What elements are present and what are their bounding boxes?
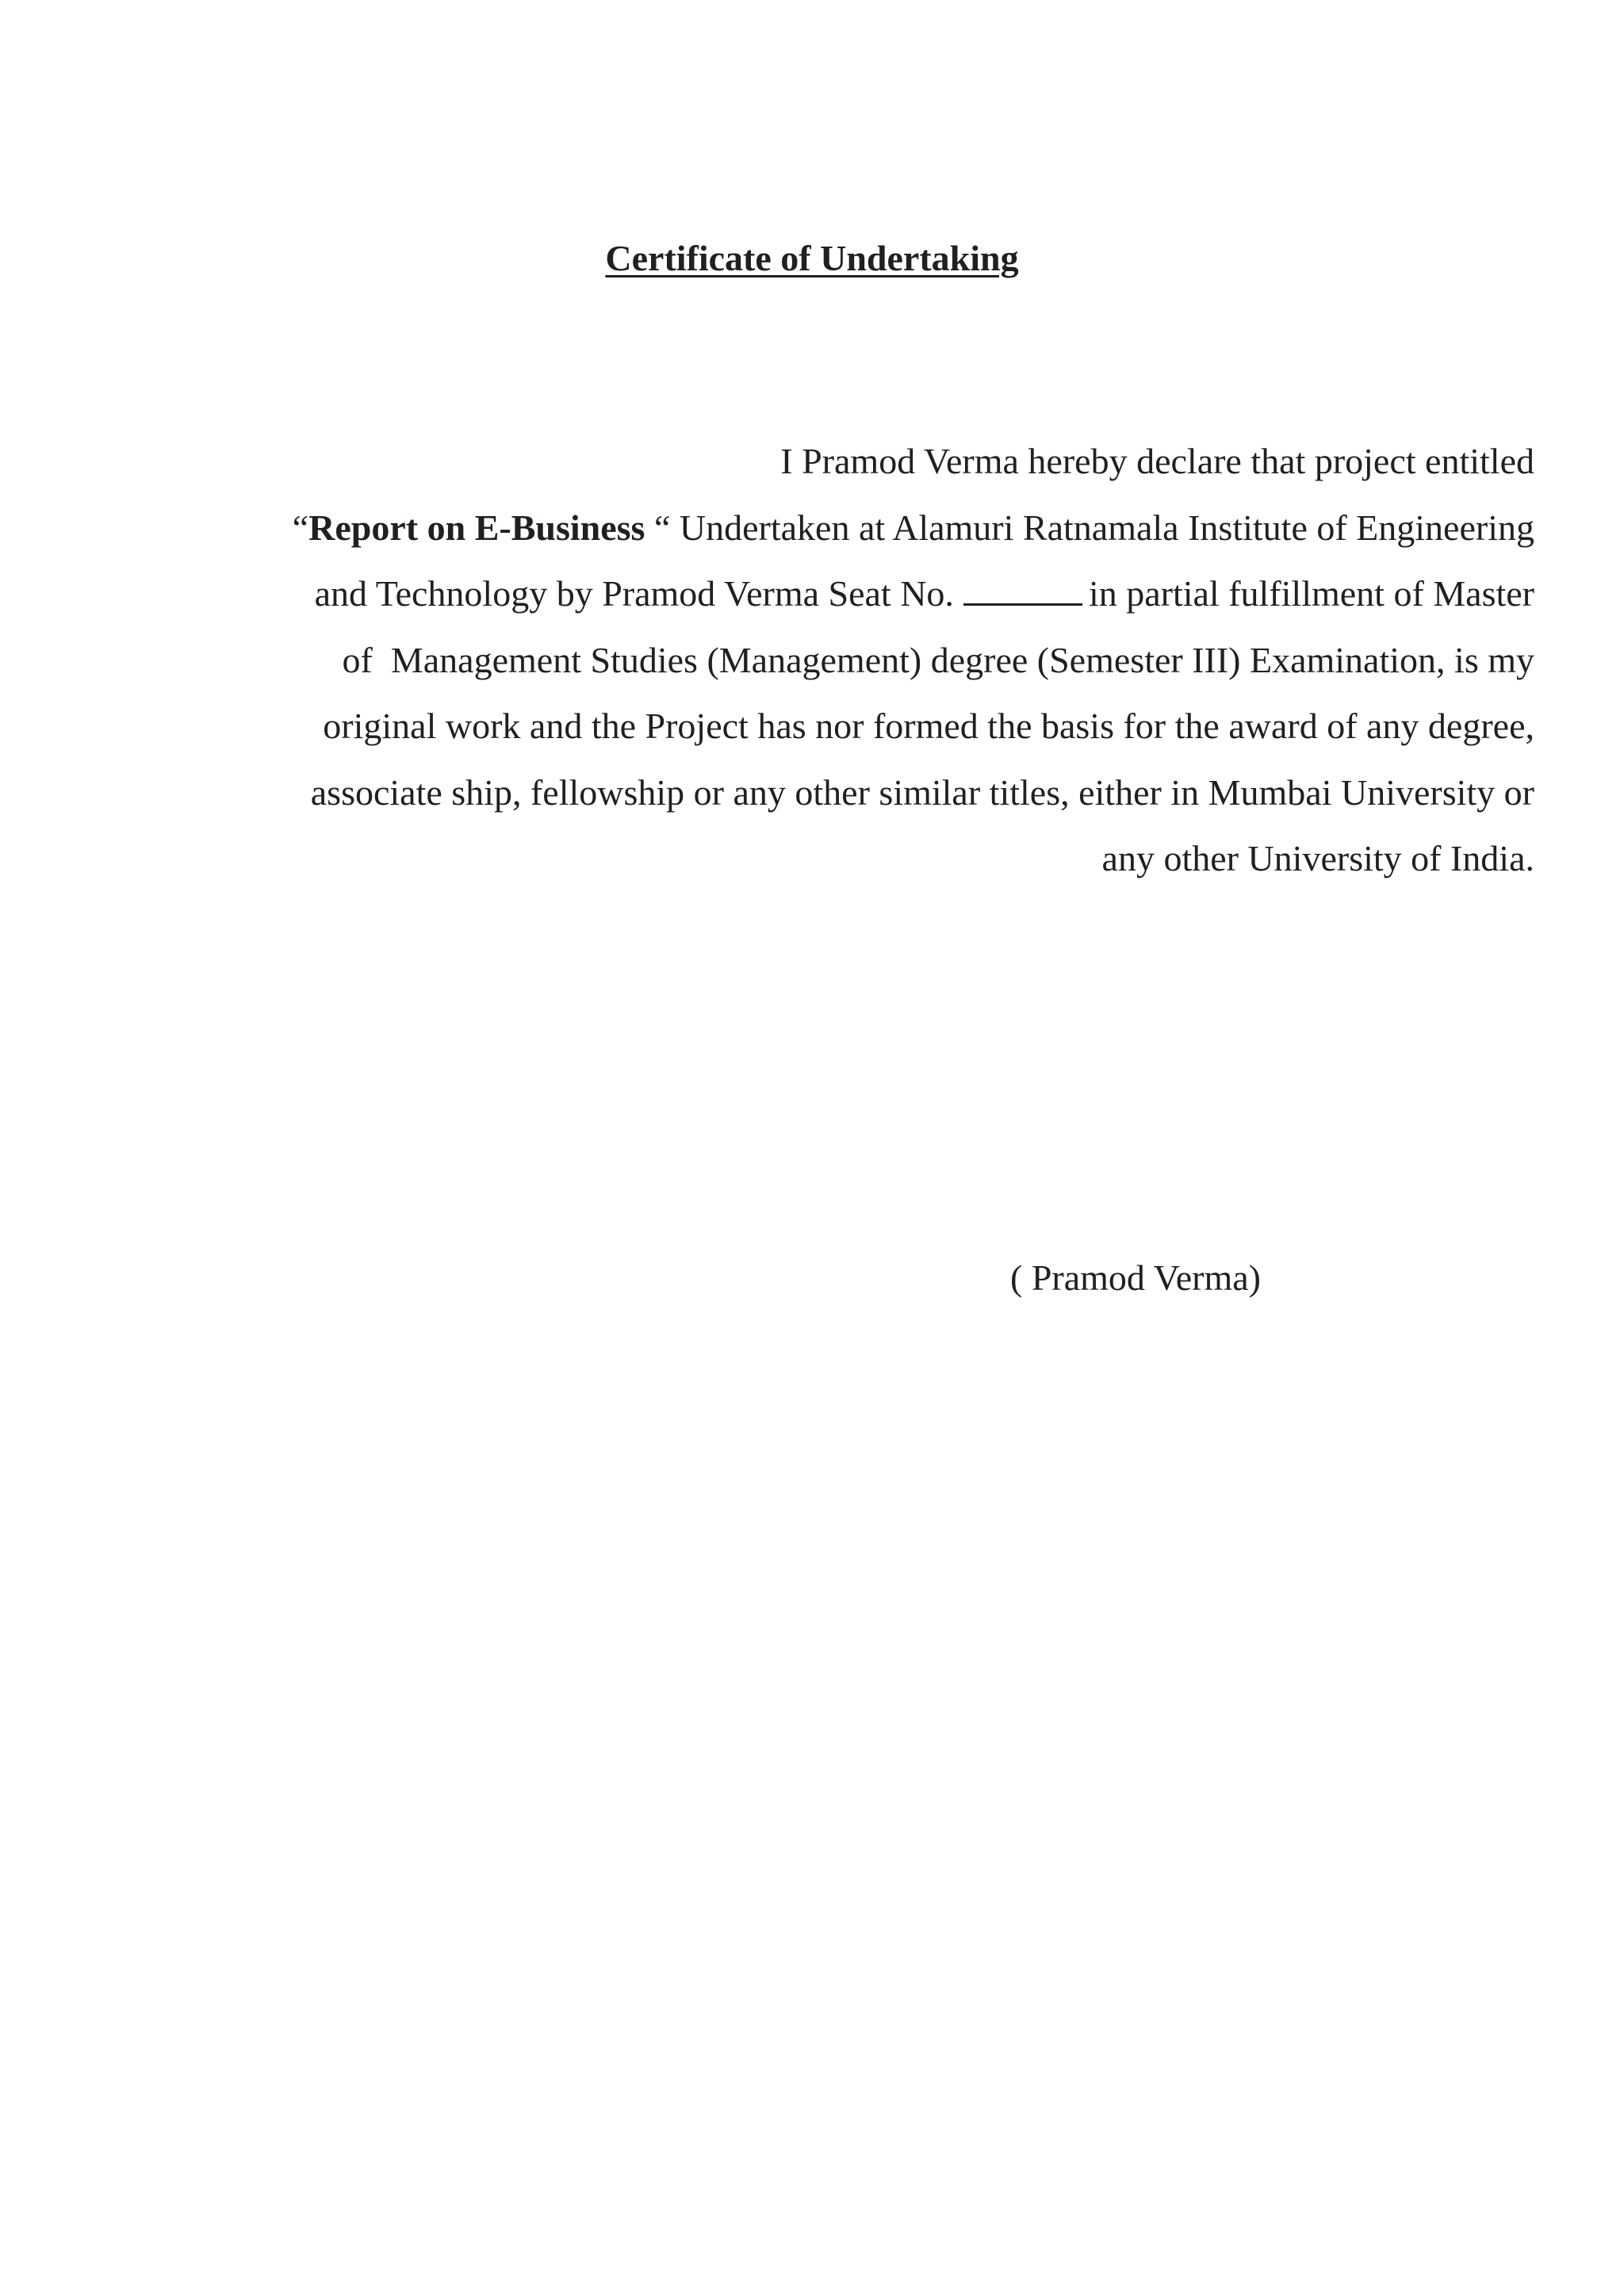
declaration-line-3 xyxy=(0,561,1534,627)
declaration-line-3-text-end: in partial fulfillment of Master xyxy=(1088,573,1534,614)
project-title: Report on E-Business xyxy=(308,507,645,548)
declaration-line-7 xyxy=(0,825,1534,892)
seat-number-blank xyxy=(963,575,1082,606)
declaration-line-2 xyxy=(0,495,1534,561)
declaration-paragraph xyxy=(0,428,1534,892)
signature-name: ( Pramod Verma) xyxy=(1010,1257,1261,1298)
declaration-line-1 xyxy=(0,428,1534,495)
declaration-line-6 xyxy=(0,760,1534,826)
declaration-line-4-text: of Management Studies (Management) degree (Semester III) Examination, is my xyxy=(342,639,1534,680)
declaration-line-4 xyxy=(0,627,1534,694)
declaration-line-5-text: original work and the Project has nor formed the basis for the award of any degree, xyxy=(323,706,1534,746)
page-title: Certificate of Undertaking xyxy=(605,238,1019,278)
declaration-line-3-text: and Technology by Pramod Verma Seat No. xyxy=(314,573,954,614)
open-quote: “ xyxy=(292,507,309,548)
declaration-line-6-text: associate ship, fellowship or any other similar titles, either in Mumbai University or xyxy=(310,771,1534,813)
declaration-line-2-text: “ Undertaken at Alamuri Ratnamala Institute of Engineering xyxy=(645,507,1534,548)
declaration-line-7-text: any other University of India. xyxy=(1101,838,1534,878)
declaration-line-1-text: I Pramod Verma hereby declare that project entitled xyxy=(780,441,1534,481)
declaration-line-5 xyxy=(0,693,1534,760)
